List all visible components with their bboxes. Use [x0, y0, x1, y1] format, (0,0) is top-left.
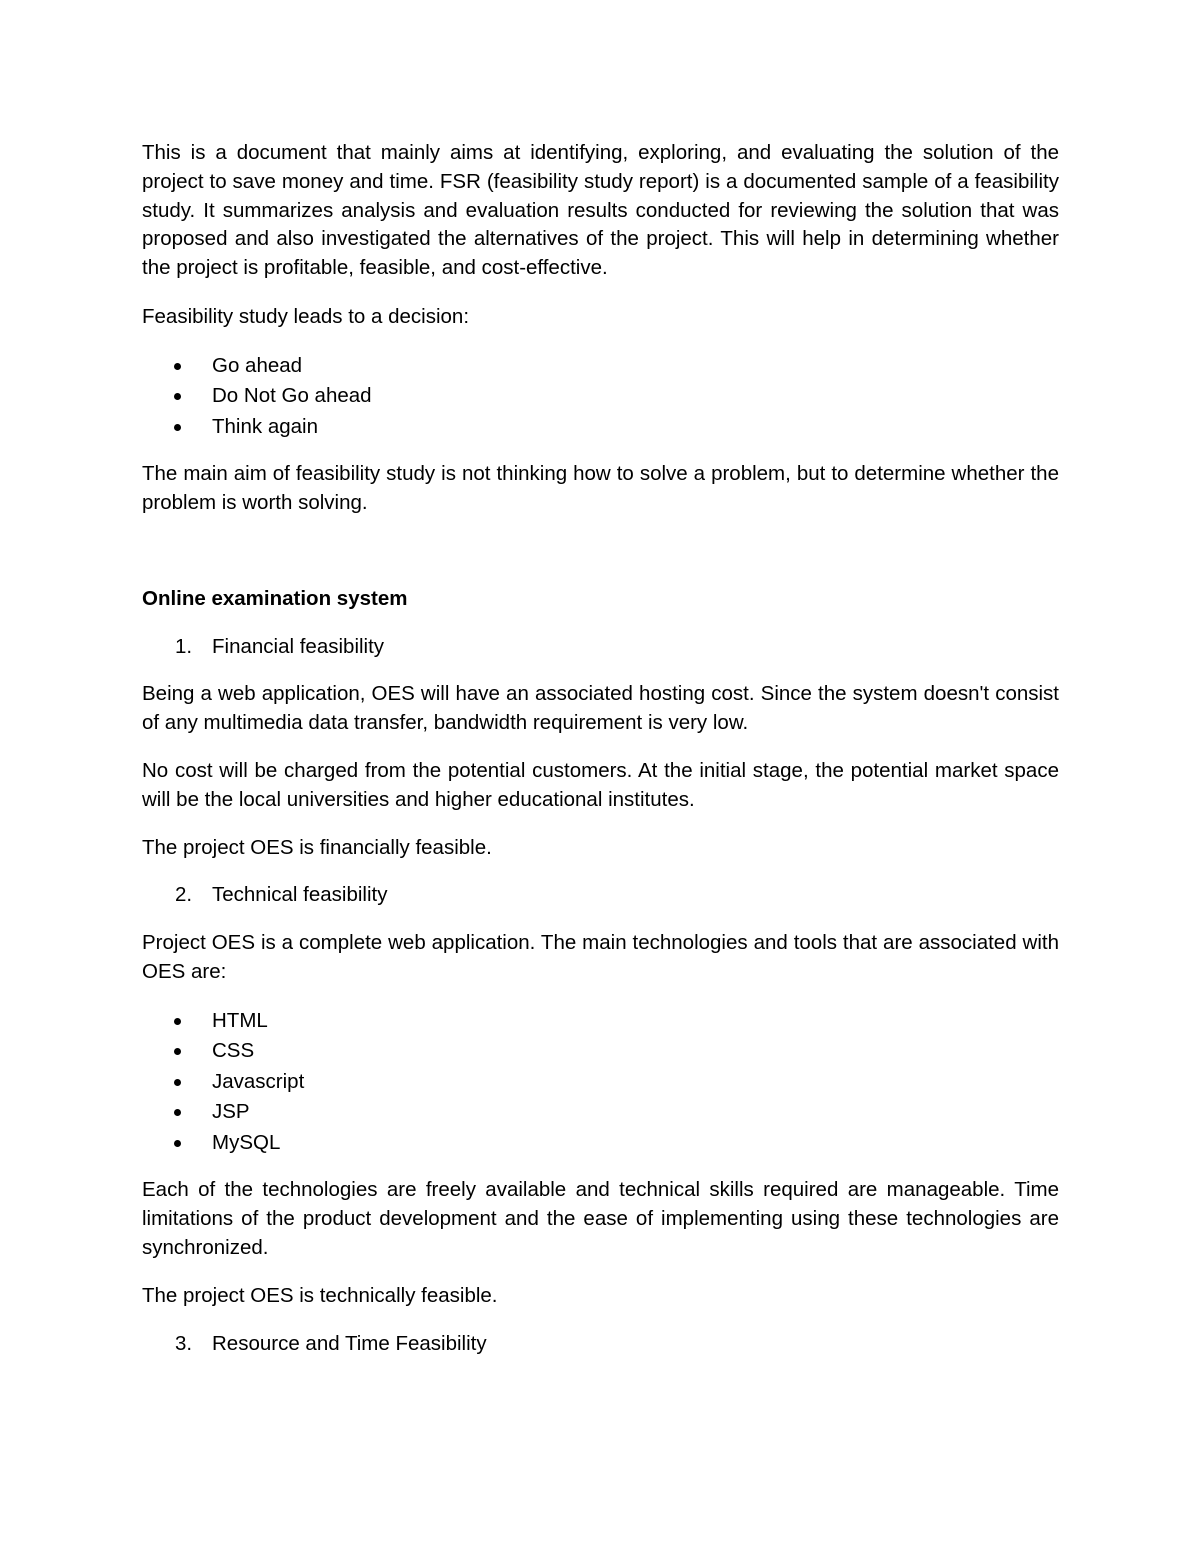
numbered-item-1: [142, 633, 1059, 662]
technical-conclusion: The project OES is technically feasible.: [142, 1283, 498, 1307]
bullet-icon: [174, 363, 181, 370]
bullet-icon: [174, 1140, 181, 1147]
technical-paragraph-2: Each of the technologies are freely available and technical skills required are manageable. Time limitations of the product development and the ease of implementing using these technologies are synchronized.: [142, 1178, 1059, 1259]
technology-list: [142, 1006, 1059, 1159]
list-item: JSP: [142, 1097, 1059, 1128]
decision-lead: Feasibility study leads to a decision:: [142, 304, 470, 328]
list-item: 2. Technical feasibility: [175, 883, 388, 907]
list-item: Think again: [142, 412, 1059, 443]
bullet-icon: [174, 1018, 181, 1025]
list-item: Go ahead: [142, 351, 1059, 382]
intro-paragraph: This is a document that mainly aims at identifying, exploring, and evaluating the solution of the project to save money and time. FSR (feasibility study report) is a documented sample of a feasibility study. It summarizes analysis and evaluation results conducted for reviewing the solution that was proposed and also investigated the alternatives of the project. This will help in determining whether the project is profitable, feasible, and cost-effective.: [142, 141, 1059, 280]
list-item: 1. Financial feasibility: [175, 634, 385, 658]
bullet-icon: [174, 424, 181, 431]
list-item: 3. Resource and Time Feasibility: [175, 1331, 487, 1355]
bullet-icon: [174, 1048, 181, 1055]
bullet-icon: [174, 393, 181, 400]
list-item: Javascript: [142, 1067, 1059, 1098]
list-item: CSS: [142, 1036, 1059, 1067]
financial-paragraph-2: No cost will be charged from the potential customers. At the initial stage, the potential market space will be the local universities and higher educational institutes.: [142, 759, 1059, 811]
bullet-icon: [174, 1109, 181, 1116]
list-item: Do Not Go ahead: [142, 381, 1059, 412]
document-page: [142, 139, 1059, 1358]
technical-paragraph-1: Project OES is a complete web application. The main technologies and tools that are associated with OES are:: [142, 931, 1059, 984]
numbered-item-3: [142, 1330, 1059, 1359]
list-item: MySQL: [142, 1128, 1059, 1159]
financial-paragraph-1: Being a web application, OES will have an associated hosting cost. Since the system doesn't consist of any multimedia data transfer, bandwidth requirement is very low.: [142, 682, 1059, 735]
decision-list: [142, 351, 1059, 443]
financial-conclusion: The project OES is financially feasible.: [142, 835, 492, 859]
numbered-item-2: [142, 881, 1059, 910]
list-item: HTML: [142, 1006, 1059, 1037]
section-title: Online examination system: [142, 586, 408, 610]
bullet-icon: [174, 1079, 181, 1086]
main-aim-paragraph: The main aim of feasibility study is not thinking how to solve a problem, but to determine whether the problem is worth solving.: [142, 462, 1059, 515]
